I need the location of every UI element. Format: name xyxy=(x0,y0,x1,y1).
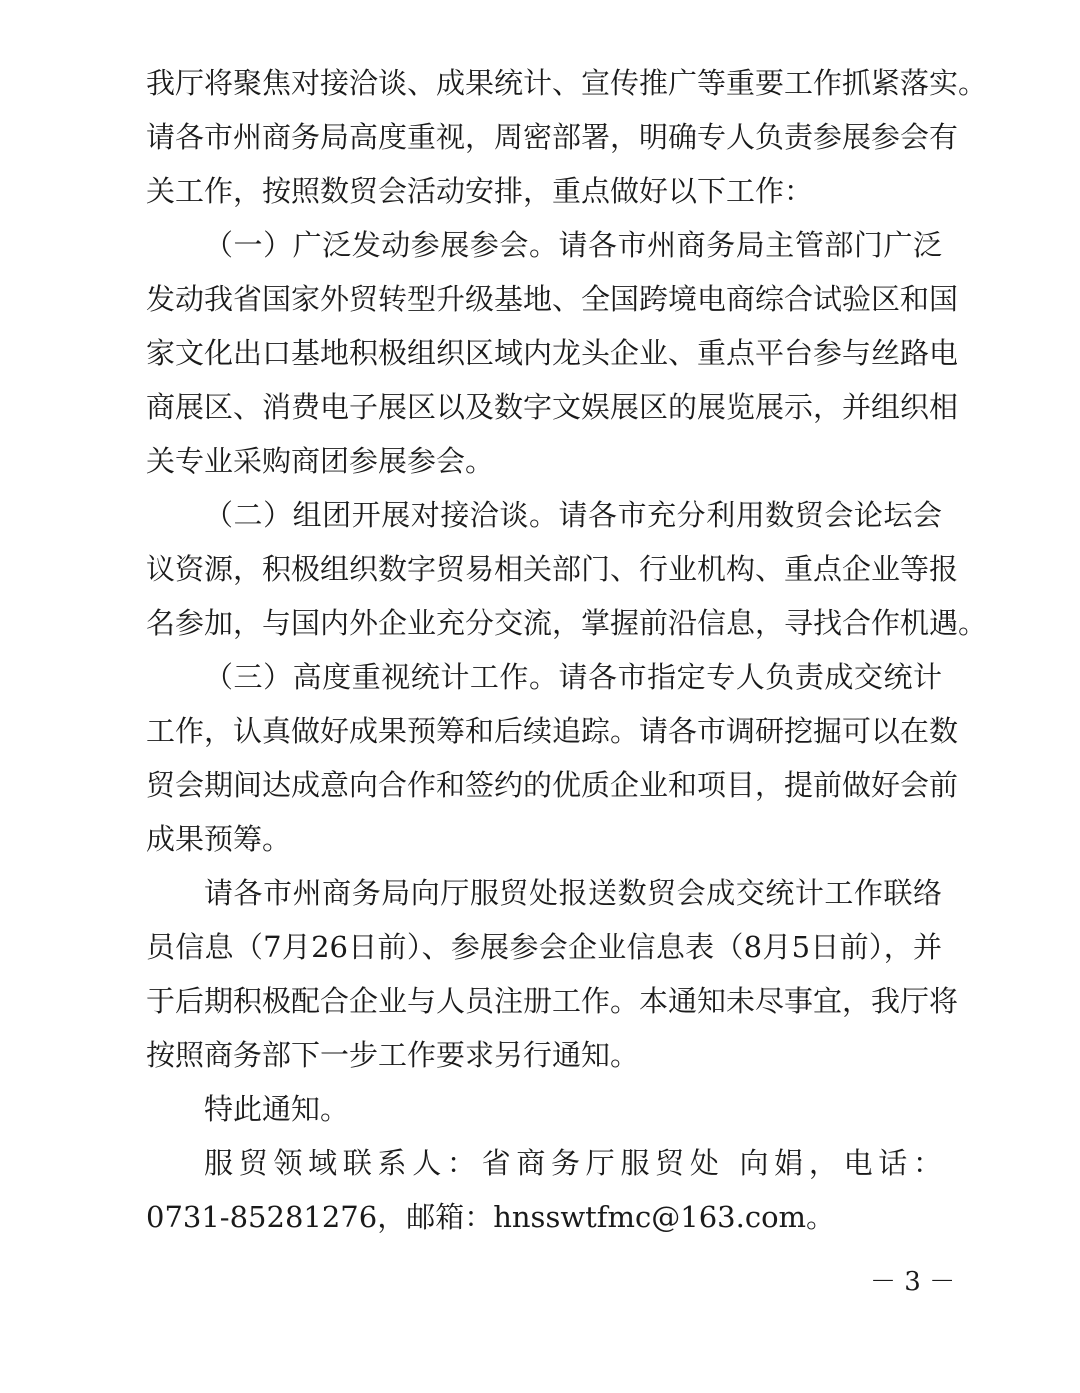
page-number: － 3 － xyxy=(870,1267,956,1297)
section-three-heading-line: （三）高度重视统计工作。请各市指定专人负责成交统计 xyxy=(204,660,942,694)
text-line-6: 家文化出口基地积极组织区域内龙头企业、重点平台参与丝路电 xyxy=(146,336,959,370)
text-line-7: 商展区、消费电子展区以及数字文娱展区的展览展示，并组织相 xyxy=(146,390,959,424)
text-line-11: 名参加，与国内外企业充分交流，掌握前沿信息，寻找合作机遇。 xyxy=(146,606,988,640)
text-line-1: 我厅将聚焦对接洽谈、成果统计、宣传推广等重要工作抓紧落实。 xyxy=(146,66,988,100)
contact-line: 服贸领域联系人：省商务厅服贸处 向娟，电话： xyxy=(204,1146,942,1180)
closing-line: 特此通知。 xyxy=(204,1092,350,1126)
text-line-13: 工作，认真做好成果预筹和后续追踪。请各市调研挖掘可以在数 xyxy=(146,714,959,748)
section-two-heading-line: （二）组团开展对接洽谈。请各市充分利用数贸会论坛会 xyxy=(204,498,942,532)
section-one-heading-line: （一）广泛发动参展参会。请各市州商务局主管部门广泛 xyxy=(204,228,942,262)
text-line-17: 员信息（7月26日前）、参展参会企业信息表（8月5日前），并 xyxy=(146,930,942,964)
text-line-18: 于后期积极配合企业与人员注册工作。本通知未尽事宜，我厅将 xyxy=(146,984,959,1018)
text-line-14: 贸会期间达成意向合作和签约的优质企业和项目，提前做好会前 xyxy=(146,768,959,802)
text-line-2: 请各市州商务局高度重视，周密部署，明确专人负责参展参会有 xyxy=(146,120,959,154)
text-line-15: 成果预筹。 xyxy=(146,822,292,856)
text-line-5: 发动我省国家外贸转型升级基地、全国跨境电商综合试验区和国 xyxy=(146,282,959,316)
text-line-10: 议资源，积极组织数字贸易相关部门、行业机构、重点企业等报 xyxy=(146,552,959,586)
text-line-8: 关专业采购商团参展参会。 xyxy=(146,444,495,478)
text-line-3: 关工作，按照数贸会活动安排，重点做好以下工作： xyxy=(146,174,814,208)
contact-details-line: 0731-85281276，邮箱：hnsswtfmc@163.com。 xyxy=(146,1200,836,1234)
text-line-16: 请各市州商务局向厅服贸处报送数贸会成交统计工作联络 xyxy=(204,876,942,910)
text-line-19: 按照商务部下一步工作要求另行通知。 xyxy=(146,1038,640,1072)
